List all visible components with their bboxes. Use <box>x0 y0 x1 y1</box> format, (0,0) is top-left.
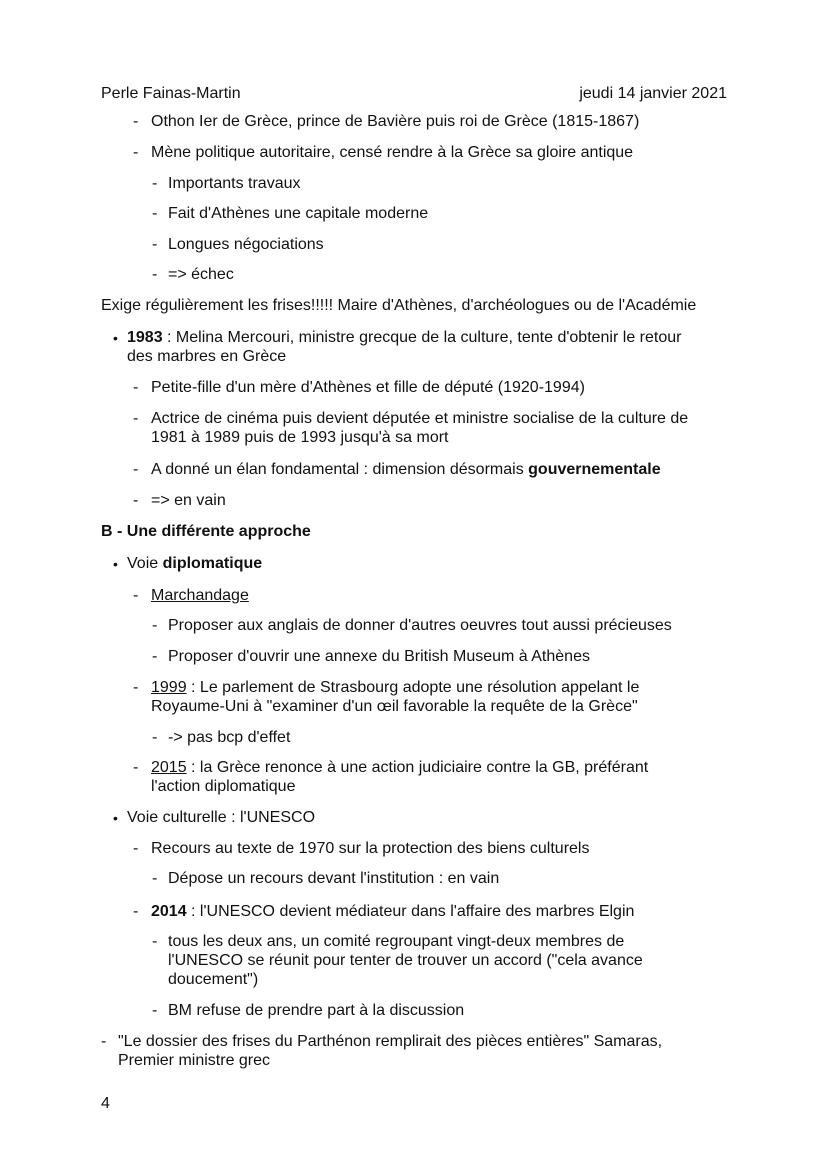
dash-marker: - <box>101 1033 107 1050</box>
list-item: - Petite-fille d'un mère d'Athènes et fille de député (1920-1994) <box>133 379 585 396</box>
dash-marker: - <box>133 587 139 604</box>
list-item-continuation: des marbres en Grèce <box>127 348 287 365</box>
dash-marker: - <box>133 379 139 396</box>
list-item: - "Le dossier des frises du Parthénon remplirait des pièces entières" Samaras, <box>101 1033 663 1050</box>
list-item: - A donné un élan fondamental : dimension désormais gouvernementale <box>133 461 661 478</box>
list-item: - Longues négociations <box>152 236 324 253</box>
dash-marker: - <box>152 175 158 192</box>
list-item: - Mène politique autoritaire, censé rendre à la Grèce sa gloire antique <box>133 144 634 161</box>
list-item: - Importants travaux <box>152 175 301 192</box>
dash-marker: - <box>152 266 158 283</box>
paragraph: Exige régulièrement les frises!!!!! Maire d'Athènes, d'archéologues ou de l'Académie <box>101 297 697 314</box>
list-item: - Actrice de cinéma puis devient députée et ministre socialise de la culture de <box>133 410 689 427</box>
dash-marker: - <box>152 1002 158 1019</box>
list-item: - Proposer d'ouvrir une annexe du British Museum à Athènes <box>152 648 590 665</box>
dash-marker: - <box>152 648 158 665</box>
dash-marker: - <box>133 492 139 509</box>
list-item: - => échec <box>152 266 234 283</box>
bullet-marker: • <box>113 330 118 346</box>
list-item: - BM refuse de prendre part à la discussion <box>152 1002 465 1019</box>
dash-marker: - <box>133 144 139 161</box>
list-item-continuation: Premier ministre grec <box>118 1052 271 1069</box>
list-item: • 1983 : Melina Mercouri, ministre grecque de la culture, tente d'obtenir le retour <box>113 329 682 346</box>
list-item-continuation: doucement") <box>168 971 259 988</box>
dash-marker: - <box>152 729 158 746</box>
list-item: - Marchandage <box>133 587 249 604</box>
dash-marker: - <box>152 617 158 634</box>
dash-marker: - <box>152 205 158 222</box>
list-item: - 2015 : la Grèce renonce à une action judiciaire contre la GB, préférant <box>133 759 649 776</box>
author-name: Perle Fainas-Martin <box>101 85 241 102</box>
dash-marker: - <box>133 461 139 478</box>
dash-marker: - <box>133 759 139 776</box>
list-item: - 1999 : Le parlement de Strasbourg adopte une résolution appelant le <box>133 679 640 696</box>
dash-marker: - <box>133 113 139 130</box>
list-item: - Proposer aux anglais de donner d'autres oeuvres tout aussi précieuses <box>152 617 672 634</box>
list-item: - tous les deux ans, un comité regroupant vingt-deux membres de <box>152 933 625 950</box>
dash-marker: - <box>133 840 139 857</box>
list-item: - Recours au texte de 1970 sur la protection des biens culturels <box>133 840 590 857</box>
document-date: jeudi 14 janvier 2021 <box>579 85 727 102</box>
list-item: • Voie diplomatique <box>113 555 263 572</box>
list-item: - Dépose un recours devant l'institution : en vain <box>152 870 500 887</box>
list-item-continuation: 1981 à 1989 puis de 1993 jusqu'à sa mort <box>151 429 449 446</box>
list-item: - Othon Ier de Grèce, prince de Bavière puis roi de Grèce (1815-1867) <box>133 113 640 130</box>
dash-marker: - <box>152 870 158 887</box>
dash-marker: - <box>133 679 139 696</box>
list-item-continuation: l'action diplomatique <box>151 778 296 795</box>
page-number: 4 <box>101 1095 110 1112</box>
bullet-marker: • <box>113 810 118 826</box>
list-item: - Fait d'Athènes une capitale moderne <box>152 205 429 222</box>
list-item: • Voie culturelle : l'UNESCO <box>113 809 316 826</box>
bullet-marker: • <box>113 556 118 572</box>
list-item-continuation: l'UNESCO se réunit pour tenter de trouver un accord ("cela avance <box>168 952 643 969</box>
list-item-continuation: Royaume-Uni à "examiner d'un œil favorable la requête de la Grèce" <box>151 698 638 715</box>
dash-marker: - <box>152 933 158 950</box>
list-item: - => en vain <box>133 492 226 509</box>
list-item: - -> pas bcp d'effet <box>152 729 291 746</box>
dash-marker: - <box>152 236 158 253</box>
dash-marker: - <box>133 410 139 427</box>
section-heading: B - Une différente approche <box>101 523 311 540</box>
dash-marker: - <box>133 903 139 920</box>
list-item: - 2014 : l'UNESCO devient médiateur dans l'affaire des marbres Elgin <box>133 903 635 920</box>
